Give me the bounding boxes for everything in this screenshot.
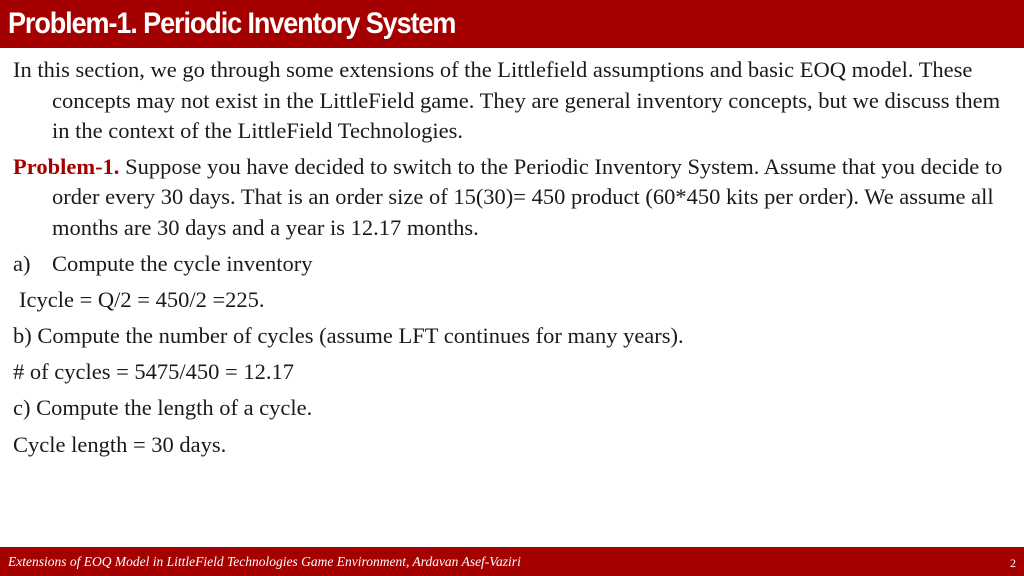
part-b-answer: # of cycles = 5475/450 = 12.17 — [13, 359, 294, 385]
page-number: 2 — [1010, 556, 1016, 570]
footer-text: Extensions of EOQ Model in LittleField Technologies Game Environment, Ardavan Asef-Vaziri — [8, 554, 521, 569]
problem-text: Suppose you have decided to switch to the Periodic Inventory System. Assume that you decide to order every 30 days. That is an order size of 15(30)= 450 product (60*450 kits per order). We assume all months are 30 days and a year is 12.17 months. — [52, 153, 1003, 240]
part-c-answer: Cycle length = 30 days. — [13, 431, 227, 457]
part-c-question: c) Compute the length of a cycle. — [13, 395, 313, 421]
slide-title: Problem-1. Periodic Inventory System — [8, 7, 456, 40]
part-a-marker: a) — [13, 250, 31, 276]
problem-label: Problem-1. — [13, 153, 120, 179]
intro-paragraph: In this section, we go through some extensions of the Littlefield assumptions and basic EOQ model. These concepts may not exist in the LittleField game. They are general inventory concepts, but we discuss them in the context of the LittleField Technologies. — [13, 57, 1001, 144]
slide-content — [13, 55, 1018, 460]
part-b-question: b) Compute the number of cycles (assume LFT continues for many years). — [13, 322, 684, 348]
part-a-answer: Icycle = Q/2 = 450/2 =225. — [19, 286, 265, 312]
title-bar — [0, 0, 1024, 48]
problem-paragraph — [13, 152, 1018, 244]
part-a-text: Compute the cycle inventory — [52, 250, 313, 276]
part-a-question — [13, 249, 1018, 280]
footer-bar — [0, 547, 1024, 576]
